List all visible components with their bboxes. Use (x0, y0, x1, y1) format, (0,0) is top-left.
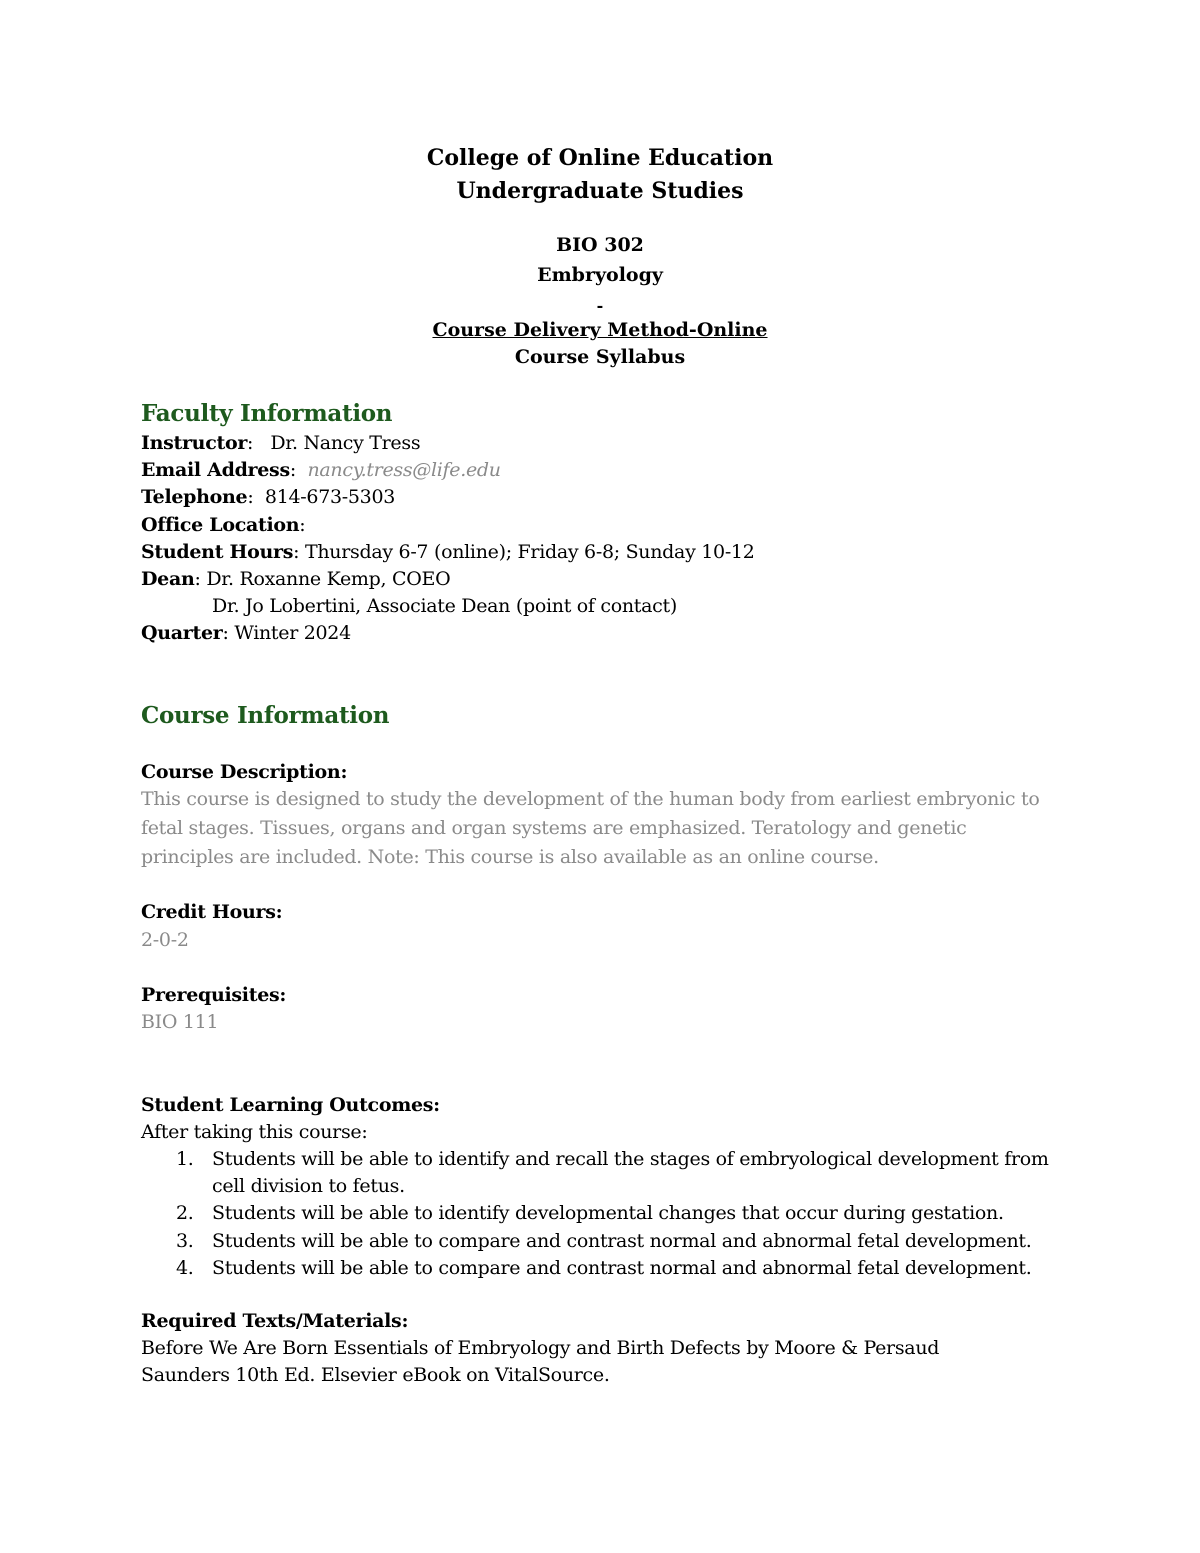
instructor-row: Instructor: Dr. Nancy Tress (141, 432, 421, 454)
description-line: This course is designed to study the development of the human body from earliest embryonic to (141, 788, 1040, 810)
quarter-label: Quarter (141, 622, 223, 644)
syllabus-title: Course Syllabus (514, 346, 686, 368)
prereq-label: Prerequisites: (141, 984, 287, 1006)
college-title: College of Online Education (426, 145, 774, 171)
email-row: Email Address: nancy.tress@life.edu (141, 459, 501, 481)
outcome-text: Students will be able to compare and contrast normal and abnormal fetal development. (212, 1230, 1032, 1252)
outcome-text: Students will be able to identify developmental changes that occur during gestation. (212, 1202, 1004, 1224)
office-row: Office Location: (141, 514, 306, 536)
title-dash: - (596, 296, 604, 315)
outcomes-label: Student Learning Outcomes: (141, 1094, 440, 1116)
faculty-heading: Faculty Information (141, 400, 393, 427)
instructor-label: Instructor (141, 432, 248, 454)
credit-label: Credit Hours: (141, 901, 283, 923)
dean-row: Dean: Dr. Roxanne Kemp, COEO (141, 568, 451, 590)
instructor-value: Dr. Nancy Tress (270, 432, 421, 454)
texts-line: Before We Are Born Essentials of Embryology and Birth Defects by Moore & Persaud (141, 1337, 940, 1359)
outcomes-intro: After taking this course: (141, 1121, 368, 1143)
hours-row: Student Hours: Thursday 6-7 (online); Friday 6-8; Sunday 10-12 (141, 541, 755, 563)
office-label: Office Location (141, 514, 300, 536)
course-name: Embryology (537, 264, 663, 286)
dean-label: Dean (141, 568, 195, 590)
outcome-number: 4. (176, 1257, 194, 1279)
outcome-text: cell division to fetus. (212, 1175, 405, 1197)
credit-value: 2-0-2 (141, 929, 189, 951)
description-label: Course Description: (141, 761, 348, 783)
outcome-number: 1. (176, 1148, 194, 1170)
description-line: principles are included. Note: This course is also available as an online course. (141, 846, 879, 868)
outcome-text: Students will be able to identify and recall the stages of embryological development from (212, 1148, 1049, 1170)
studies-title: Undergraduate Studies (456, 178, 744, 204)
texts-label: Required Texts/Materials: (141, 1310, 409, 1332)
outcome-number: 2. (176, 1202, 194, 1224)
quarter-row: Quarter: Winter 2024 (141, 622, 351, 644)
associate-dean: Dr. Jo Lobertini, Associate Dean (point of contact) (212, 595, 677, 617)
telephone-label: Telephone (141, 486, 248, 508)
quarter-value: Winter 2024 (234, 622, 351, 644)
course-heading: Course Information (141, 702, 390, 729)
telephone-value: 814-673-5303 (264, 486, 396, 508)
hours-label: Student Hours (141, 541, 294, 563)
texts-line: Saunders 10th Ed. Elsevier eBook on VitalSource. (141, 1364, 610, 1386)
description-line: fetal stages. Tissues, organs and organ systems are emphasized. Teratology and genetic (141, 817, 967, 839)
email-link[interactable]: nancy.tress@life.edu (307, 459, 501, 481)
outcome-number: 3. (176, 1230, 194, 1252)
telephone-row: Telephone: 814-673-5303 (141, 486, 396, 508)
dean-value: Dr. Roxanne Kemp, COEO (206, 568, 451, 590)
email-label: Email Address (141, 459, 290, 481)
course-code: BIO 302 (556, 234, 644, 256)
delivery-method: Course Delivery Method-Online (432, 319, 768, 341)
hours-value: Thursday 6-7 (online); Friday 6-8; Sunday 10-12 (304, 541, 755, 563)
outcome-text: Students will be able to compare and contrast normal and abnormal fetal development. (212, 1257, 1032, 1279)
prereq-value: BIO 111 (141, 1011, 219, 1033)
